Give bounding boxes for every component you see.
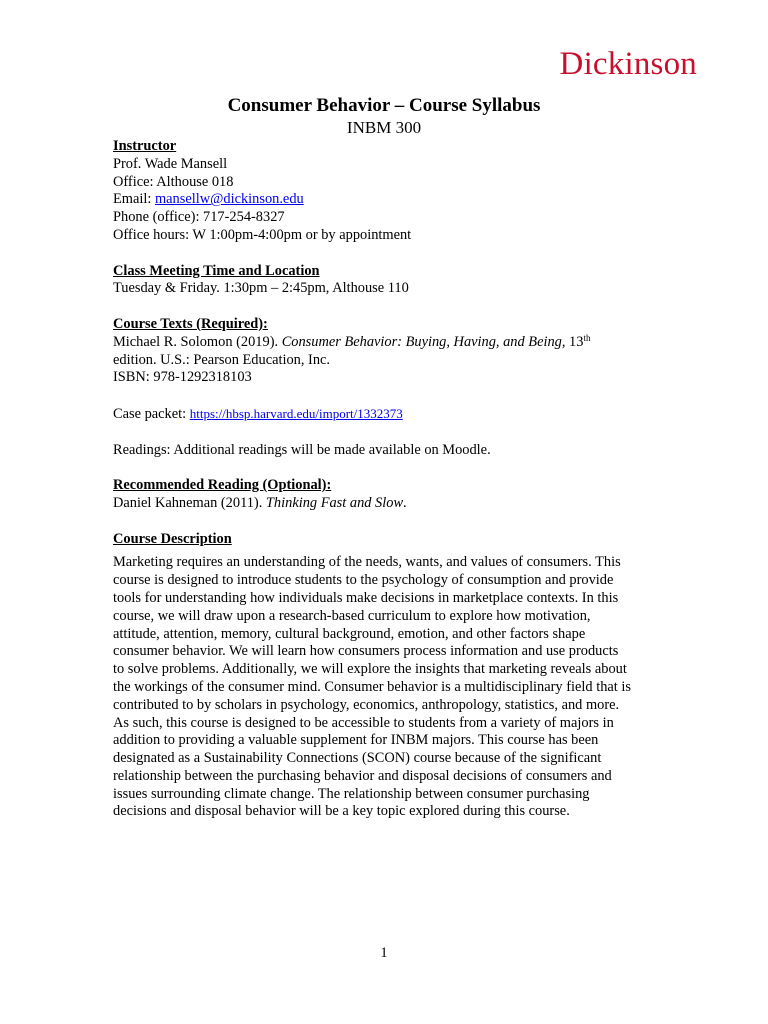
- description-line: As such, this course is designed to be accessible to students from a variety of majors in: [113, 714, 614, 731]
- meeting-section: [113, 263, 658, 281]
- description-line: course is designed to introduce students to the psychology of consumption and provide: [113, 572, 614, 589]
- course-code: INBM 300: [346, 118, 422, 137]
- description-line: decisions and disposal behavior will be a key topic explored during this course.: [113, 803, 570, 820]
- description-line: addition to providing a valuable supplement for INBM majors. This course has been: [113, 732, 599, 749]
- description-line: issues surrounding climate change. The relationship between consumer purchasing: [113, 785, 590, 802]
- recommended-heading: Recommended Reading (Optional):: [113, 477, 332, 494]
- recommended-section: [113, 477, 658, 495]
- required-text-citation: [113, 334, 658, 352]
- instructor-office-hours: Office hours: W 1:00pm-4:00pm or by appointment: [113, 226, 412, 243]
- description-line: relationship between the purchasing behavior and disposal decisions of consumers and: [113, 767, 612, 784]
- instructor-email-line: [113, 191, 658, 209]
- page-number: 1: [380, 945, 388, 961]
- instructor-section: [113, 138, 658, 156]
- description-section: [113, 531, 658, 549]
- meeting-details: Tuesday & Friday. 1:30pm – 2:45pm, Althouse 110: [113, 280, 409, 297]
- description-paragraph: [113, 554, 658, 821]
- recommended-citation: [113, 495, 658, 513]
- spacer: [113, 298, 658, 316]
- edition-superscript: th: [583, 332, 591, 343]
- instructor-phone: Phone (office): 717-254-8327: [113, 209, 285, 226]
- spacer: [113, 387, 658, 405]
- instructor-name: Prof. Wade Mansell: [113, 155, 228, 172]
- description-line: consumer behavior. We will learn how consumers process information and use products: [113, 643, 619, 660]
- case-packet-label: Case packet:: [113, 405, 190, 422]
- description-line: Marketing requires an understanding of the needs, wants, and values of consumers. This: [113, 554, 621, 571]
- spacer: [113, 459, 658, 477]
- spacer: [113, 513, 658, 531]
- email-link[interactable]: mansellw@dickinson.edu: [154, 191, 304, 208]
- email-label: Email:: [113, 191, 155, 208]
- description-line: contributed to by scholars in psychology, economics, anthropology, statistics, and more.: [113, 696, 620, 713]
- instructor-heading: Instructor: [113, 138, 177, 154]
- recommended-title: Thinking Fast and Slow: [265, 494, 404, 511]
- texts-section: [113, 316, 658, 334]
- required-text-publisher: edition. U.S.: Pearson Education, Inc.: [113, 351, 331, 368]
- required-text-isbn: ISBN: 978-1292318103: [113, 369, 252, 386]
- required-text-title: Consumer Behavior: Buying, Having, and Being: [281, 333, 562, 350]
- description-line: designated as a Sustainability Connections (SCON) course because of the significant: [113, 750, 602, 767]
- description-line: to solve problems. Additionally, we will explore the insights that marketing reveals about: [113, 661, 627, 678]
- meeting-heading: Class Meeting Time and Location: [113, 262, 320, 279]
- readings-note: Readings: Additional readings will be made available on Moodle.: [113, 441, 491, 458]
- texts-heading: Course Texts (Required):: [113, 315, 268, 332]
- spacer: [113, 245, 658, 263]
- description-line: the workings of the consumer mind. Consumer behavior is a multidisciplinary field that is: [113, 678, 631, 695]
- description-heading: Course Description: [113, 530, 232, 547]
- description-line: course, we will draw upon a research-based curriculum to explore how motivation,: [113, 607, 591, 624]
- required-text-edition: , 13: [561, 333, 584, 350]
- recommended-period: .: [403, 494, 407, 511]
- spacer: [113, 424, 658, 442]
- dickinson-logo: Dickinson: [559, 46, 697, 82]
- case-packet-line: [113, 405, 658, 424]
- recommended-author: Daniel Kahneman (2011).: [113, 494, 266, 511]
- description-line: attitude, attention, memory, cultural background, emotion, and other factors shape: [113, 625, 586, 642]
- document-title: Consumer Behavior – Course Syllabus: [227, 95, 541, 116]
- description-line: tools for understanding how individuals make decisions in marketplace contexts. In this: [113, 589, 619, 606]
- syllabus-body: [113, 138, 658, 821]
- case-packet-link[interactable]: https://hbsp.harvard.edu/import/1332373: [189, 405, 403, 421]
- required-text-author: Michael R. Solomon (2019).: [113, 333, 282, 350]
- instructor-office: Office: Althouse 018: [113, 173, 234, 190]
